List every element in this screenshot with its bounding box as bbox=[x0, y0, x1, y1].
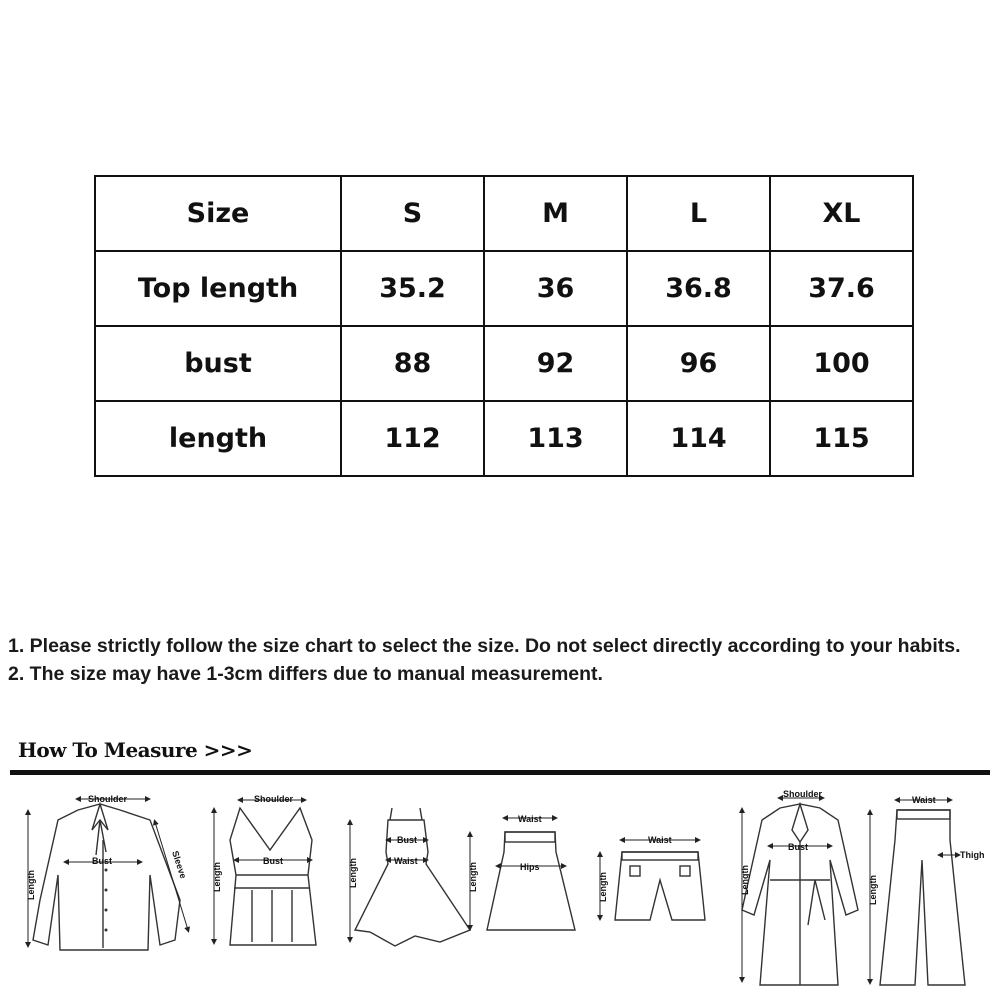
shoulder-label: Shoulder bbox=[88, 794, 128, 804]
table-cell: 88 bbox=[341, 326, 484, 401]
shoulder-label: Shoulder bbox=[783, 789, 823, 799]
header-cell: M bbox=[484, 176, 627, 251]
table-cell: 113 bbox=[484, 401, 627, 476]
size-chart-table bbox=[94, 175, 914, 477]
table-cell: 100 bbox=[770, 326, 913, 401]
table-cell: 36.8 bbox=[627, 251, 770, 326]
bust-label: Bust bbox=[263, 856, 283, 866]
size-notes bbox=[8, 632, 993, 688]
pants-illustration bbox=[868, 795, 985, 985]
header-cell: S bbox=[341, 176, 484, 251]
bust-label: Bust bbox=[788, 842, 808, 852]
length-label: Length bbox=[868, 875, 878, 905]
sleeve-label: Sleeve bbox=[170, 849, 189, 880]
garment-illustrations bbox=[0, 780, 1000, 1000]
waist-label: Waist bbox=[394, 856, 418, 866]
row-label: bust bbox=[95, 326, 341, 401]
shoulder-label: Shoulder bbox=[254, 794, 294, 804]
waist-label: Waist bbox=[912, 795, 936, 805]
table-header-row bbox=[95, 176, 913, 251]
dress-illustration bbox=[348, 808, 470, 946]
garment-drawings bbox=[0, 780, 1000, 1000]
coat-illustration bbox=[740, 789, 858, 985]
table-row bbox=[95, 251, 913, 326]
length-label: Length bbox=[468, 862, 478, 892]
bust-label: Bust bbox=[397, 835, 417, 845]
waist-label: Waist bbox=[518, 814, 542, 824]
row-label: Top length bbox=[95, 251, 341, 326]
vest-illustration bbox=[212, 794, 316, 945]
table-row bbox=[95, 326, 913, 401]
table-row bbox=[95, 401, 913, 476]
hips-label: Hips bbox=[520, 862, 540, 872]
table-cell: 37.6 bbox=[770, 251, 913, 326]
how-to-measure-title: How To Measure >>> bbox=[18, 738, 253, 762]
length-label: Length bbox=[212, 862, 222, 892]
table-cell: 92 bbox=[484, 326, 627, 401]
header-cell: L bbox=[627, 176, 770, 251]
bust-label: Bust bbox=[92, 856, 112, 866]
note-2: 2. The size may have 1-3cm differs due to manual measurement. bbox=[8, 663, 603, 685]
table-cell: 115 bbox=[770, 401, 913, 476]
table-cell: 112 bbox=[341, 401, 484, 476]
table-cell: 36 bbox=[484, 251, 627, 326]
table-cell: 114 bbox=[627, 401, 770, 476]
length-label: Length bbox=[740, 865, 750, 895]
thigh-label: Thigh bbox=[960, 850, 985, 860]
divider bbox=[10, 770, 990, 775]
blouse-illustration bbox=[26, 794, 188, 950]
table-cell: 96 bbox=[627, 326, 770, 401]
length-label: Length bbox=[598, 872, 608, 902]
row-label: length bbox=[95, 401, 341, 476]
length-label: Length bbox=[26, 870, 36, 900]
shorts-illustration bbox=[598, 835, 705, 920]
waist-label: Waist bbox=[648, 835, 672, 845]
length-label: Length bbox=[348, 858, 358, 888]
note-1: 1. Please strictly follow the size chart to select the size. Do not select directly according to your habits. bbox=[8, 635, 961, 657]
skirt-illustration bbox=[468, 814, 575, 930]
table-cell: 35.2 bbox=[341, 251, 484, 326]
header-cell: XL bbox=[770, 176, 913, 251]
header-cell: Size bbox=[95, 176, 341, 251]
